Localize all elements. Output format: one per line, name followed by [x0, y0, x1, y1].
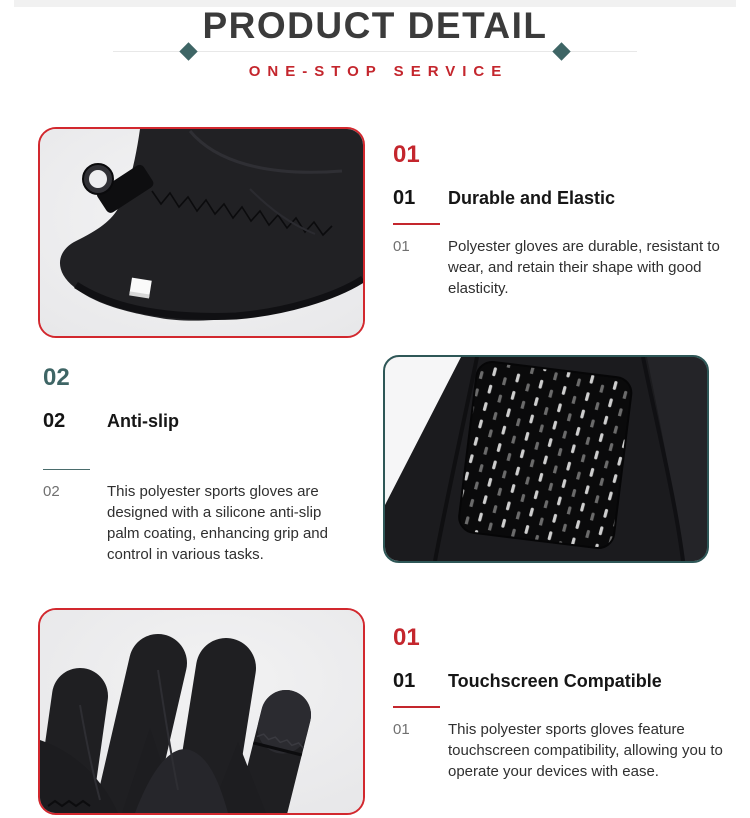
heading-index: 01 [393, 670, 416, 692]
heading-underline [393, 706, 440, 708]
section-number-badge: 02 [43, 364, 70, 391]
glove-back-cuff-photo [38, 127, 365, 338]
feature-description: This polyester sports gloves are designed with a silicone anti-slip palm coating, enhancing grip and control in various tasks. [107, 483, 328, 564]
feature-description: Polyester gloves are durable, resistant to wear, and retain their shape with good elasticity. [448, 237, 720, 297]
body-index: 01 [393, 237, 410, 255]
glove-back-cuff-illustration [40, 129, 363, 336]
glove-fingers-illustration [40, 610, 363, 813]
heading-underline [393, 223, 440, 225]
heading-index: 02 [43, 410, 66, 432]
body-index: 01 [393, 720, 410, 738]
glove-palm-antislip-photo [383, 355, 709, 563]
feature-section-durable [393, 143, 743, 299]
body-index: 02 [43, 483, 60, 501]
page-subtitle: ONE-STOP SERVICE [248, 63, 509, 80]
feature-section-touchscreen [393, 626, 743, 782]
feature-heading: Touchscreen Compatible [448, 671, 662, 691]
feature-description: This polyester sports gloves feature touchscreen compatibility, allowing you to operate your devices with ease. [448, 720, 723, 780]
glove-palm-illustration [385, 357, 707, 561]
feature-section-antislip [43, 366, 355, 565]
feature-heading: Durable and Elastic [448, 188, 616, 208]
heading-underline [43, 469, 90, 471]
section-number-badge: 01 [393, 624, 420, 651]
heading-index: 01 [393, 187, 416, 209]
section-number-badge: 01 [393, 141, 420, 168]
feature-heading: Anti-slip [107, 411, 179, 431]
glove-fingers-photo [38, 608, 365, 815]
page-title: PRODUCT DETAIL [202, 5, 548, 46]
